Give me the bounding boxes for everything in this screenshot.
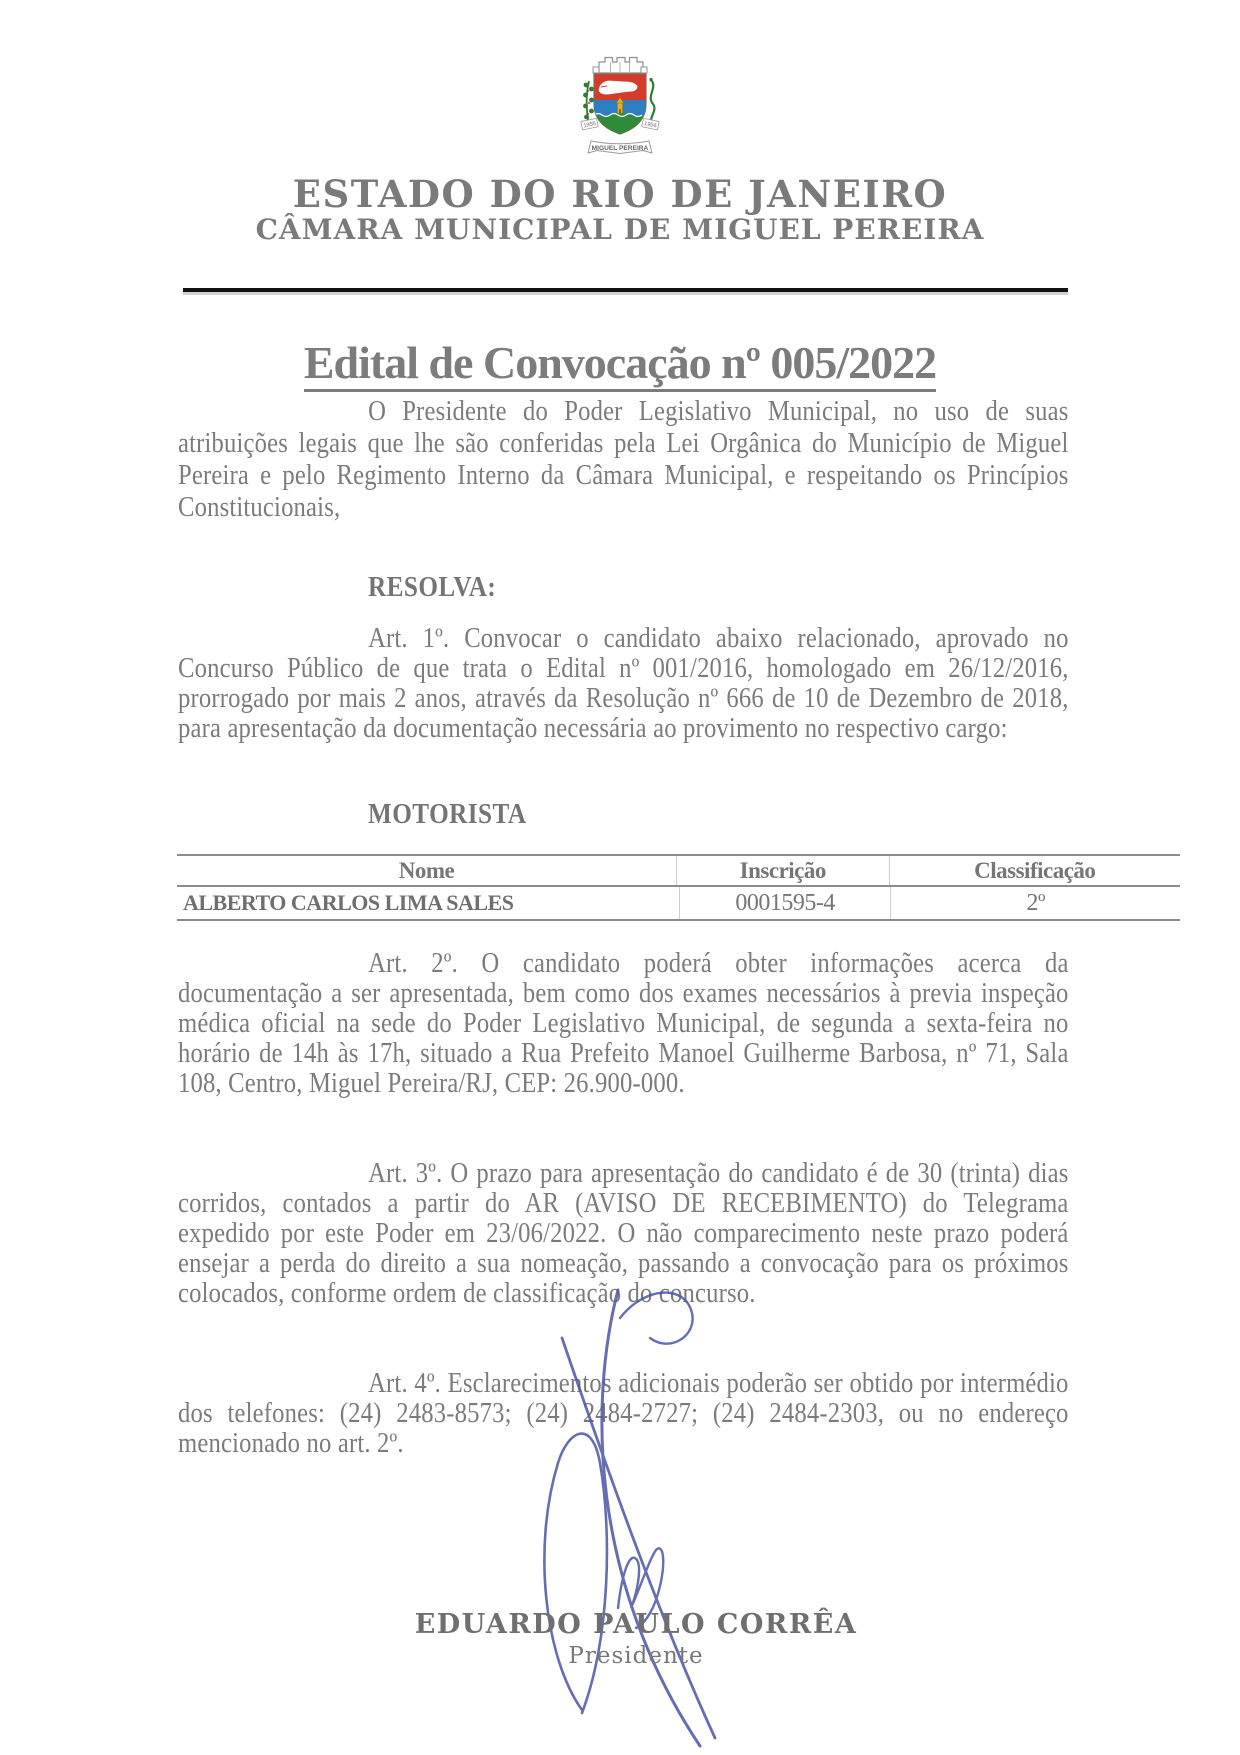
coat-of-arms <box>570 54 670 158</box>
document-title: Edital de Convocação nº 005/2022 <box>0 338 1240 388</box>
candidate-table <box>177 854 1180 921</box>
table-header-row <box>177 856 1180 887</box>
year-left-label: 1955 <box>583 120 597 130</box>
table-header-inscricao: Inscrição <box>676 856 889 885</box>
year-ribbon-right <box>642 118 659 130</box>
branch-icon <box>583 81 594 125</box>
letterhead-chamber: CÂMARA MUNICIPAL DE MIGUEL PEREIRA <box>255 213 985 246</box>
signer-name: EDUARDO PAULO CORRÊA <box>414 1609 858 1640</box>
signer-role: Presidente <box>568 1643 704 1669</box>
paragraph-art1: Art. 1º. Convocar o candidato abaixo relacionado, aprovado no Concurso Público de que trata o Edital nº 001/2016, homologado em 26/12/2016, prorrogado por mais 2 anos, através da Resolução nº 666 de 10 de Dezembro de 2018, para apresentação da documentação necessária ao provimento no respectivo cargo: <box>178 623 1069 744</box>
paragraph-art3: Art. 3º. O prazo para apresentação do candidato é de 30 (trinta) dias corridos, contados a partir do AR (AVISO DE RECEBIMENTO) do Telegrama expedido por este Poder em 23/06/2022. O não comparecimento neste prazo poderá ensejar a perda do direito a sua nomeação, passando a convocação para os próximos colocados, conforme ordem de classificação do concurso. <box>178 1158 1069 1309</box>
letterhead-rule <box>183 288 1068 292</box>
crest-banner-label: MIGUEL PEREIRA <box>591 144 649 152</box>
subhead-resolva: RESOLVA: <box>368 572 497 603</box>
letterhead-state: ESTADO DO RIO DE JANEIRO <box>292 172 948 216</box>
mural-crown-icon <box>593 58 647 74</box>
candidate-name-cell: ALBERTO CARLOS LIMA SALES <box>183 890 514 915</box>
paragraph-art2: Art. 2º. O candidato poderá obter informações acerca da documentação a ser apresentada, bem como dos exames necessários à previa inspeção médica oficial na sede do Poder Legislativo Municipal, de segunda a sexta-feira no horário de 14h às 17h, situado a Rua Prefeito Manoel Guilherme Barbosa, nº 71, Sala 108, Centro, Miguel Pereira/RJ, CEP: 26.900-000. <box>178 948 1069 1099</box>
table-row <box>177 887 1180 919</box>
signature-image <box>470 1278 770 1755</box>
candidate-rank-cell: 2º <box>890 887 1180 919</box>
paragraph-intro: O Presidente do Poder Legislativo Municipal, no uso de suas atribuições legais que lhe são conferidas pela Lei Orgânica do Município de Miguel Pereira e pelo Regimento Interno da Câmara Municipal, e respeitando os Princípios Constitucionais, <box>178 396 1069 523</box>
subhead-cargo: MOTORISTA <box>368 799 527 830</box>
year-right-label: 1956 <box>643 120 657 130</box>
paragraph-art4: Art. 4º. Esclarecimentos adicionais poderão ser obtido por intermédio dos telefones: (24) 2483-8573; (24) 2484-2727; (24) 2484-2303, ou no endereço mencionado no art. 2º. <box>178 1368 1069 1459</box>
crest-banner <box>588 141 652 154</box>
year-ribbon-left <box>581 118 598 130</box>
serpent-icon <box>649 78 654 125</box>
table-header-classificacao: Classificação <box>889 856 1180 885</box>
shield-icon <box>594 74 646 136</box>
candidate-inscription-cell: 0001595-4 <box>679 887 890 919</box>
table-header-nome: Nome <box>398 857 455 883</box>
